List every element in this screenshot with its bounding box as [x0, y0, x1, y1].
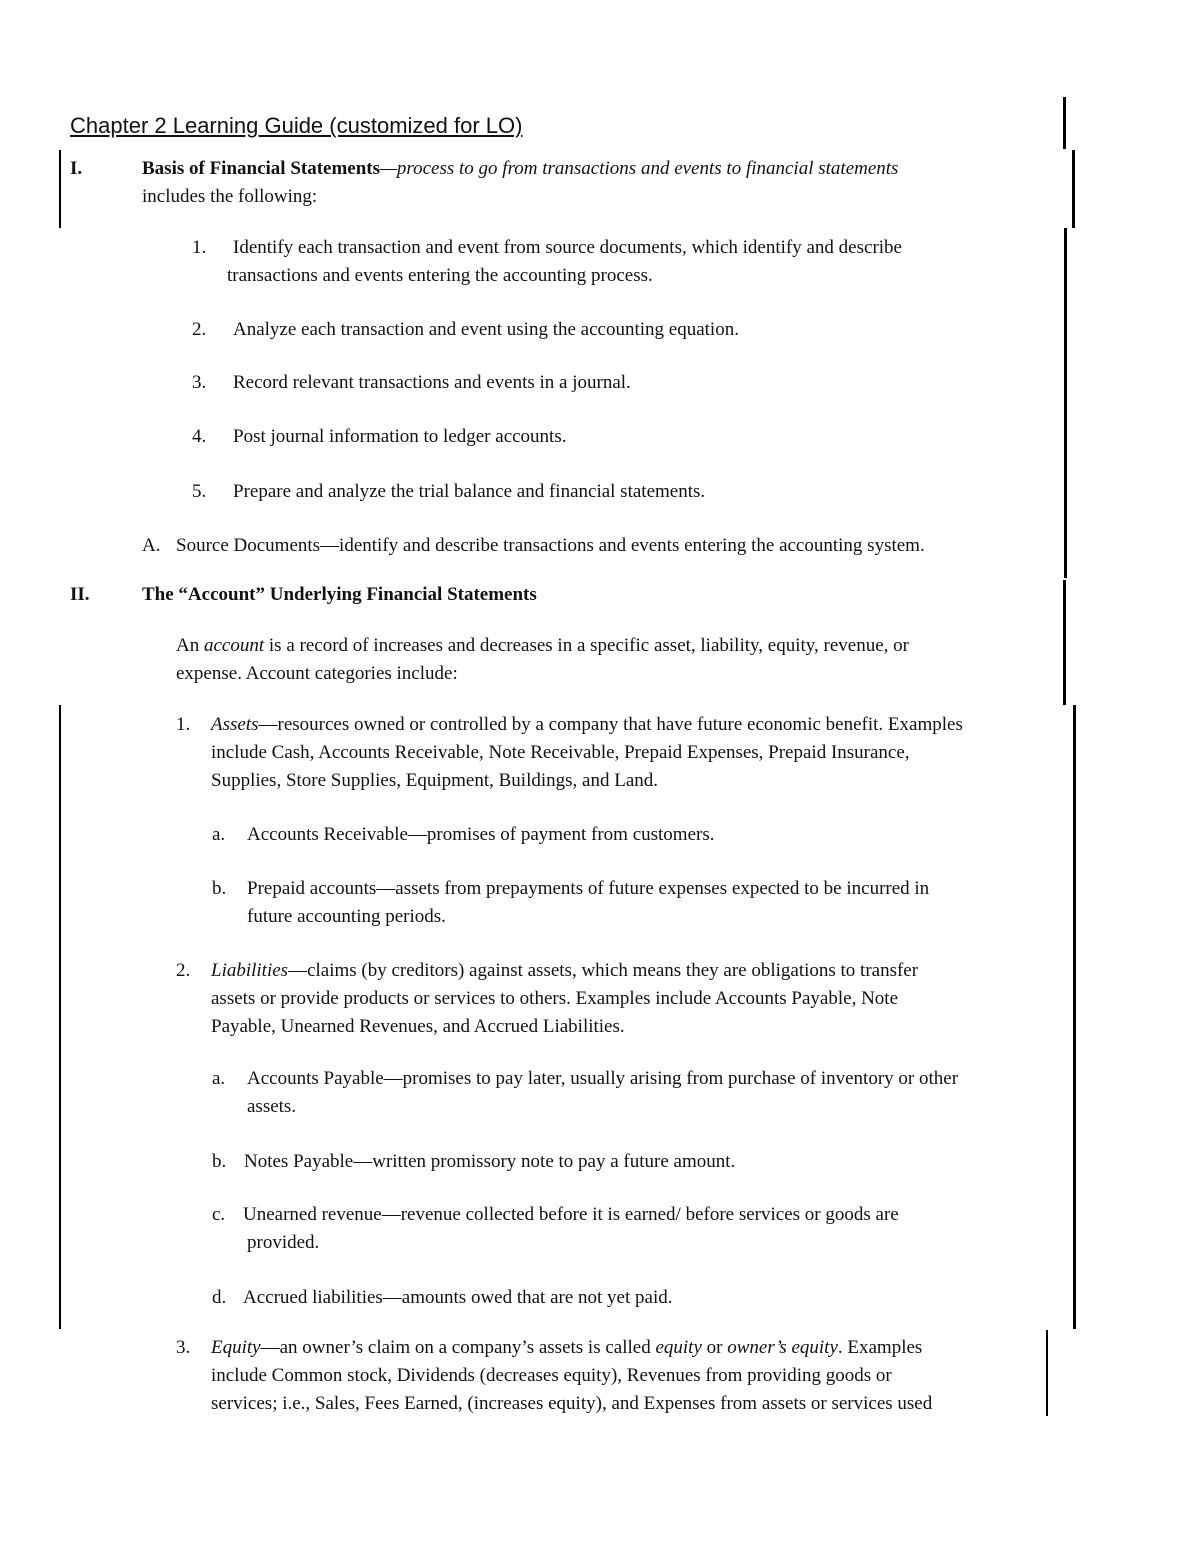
sub-list-item-continuation: future accounting periods. [247, 906, 446, 927]
list-item: Assets—resources owned or controlled by a company that have future economic benefit. Examples [211, 714, 963, 735]
section-description: Basis of Financial Statements—process to go from transactions and events to financial statements [142, 158, 899, 179]
sub-list-item: Accounts Receivable—promises of payment from customers. [247, 824, 715, 845]
change-bar [1073, 705, 1076, 1329]
list-item: Prepare and analyze the trial balance and financial statements. [233, 481, 706, 502]
list-item: Analyze each transaction and event using the accounting equation. [233, 319, 739, 340]
subsection-text: Source Documents—identify and describe transactions and events entering the accounting system. [176, 535, 925, 556]
paragraph-line: expense. Account categories include: [176, 663, 458, 684]
change-bar [1046, 1330, 1048, 1416]
list-item: Post journal information to ledger accounts. [233, 426, 567, 447]
sub-list-item-continuation: assets. [247, 1096, 297, 1117]
sub-list-item: Unearned revenue—revenue collected before it is earned/ before services or goods are [243, 1204, 899, 1225]
list-number: 2. [192, 319, 207, 340]
section-number: I. [70, 158, 83, 179]
change-bar [1072, 150, 1075, 228]
change-bar [1064, 228, 1067, 578]
sub-list-letter: b. [212, 1151, 227, 1172]
list-item-continuation: services; i.e., Sales, Fees Earned, (increases equity), and Expenses from assets or services used [211, 1393, 933, 1414]
list-item-continuation: Payable, Unearned Revenues, and Accrued Liabilities. [211, 1016, 625, 1037]
sub-list-item: Notes Payable—written promissory note to pay a future amount. [244, 1151, 736, 1172]
list-item: Identify each transaction and event from source documents, which identify and describe [233, 237, 902, 258]
list-item-continuation: include Cash, Accounts Receivable, Note Receivable, Prepaid Expenses, Prepaid Insurance, [211, 742, 910, 763]
list-number: 4. [192, 426, 207, 447]
list-item: Liabilities—claims (by creditors) against assets, which means they are obligations to transfer [211, 960, 919, 981]
paragraph: An account is a record of increases and decreases in a specific asset, liability, equity, revenue, or [176, 635, 909, 656]
sub-list-item: Accrued liabilities—amounts owed that are not yet paid. [243, 1287, 673, 1308]
list-number: 1. [176, 714, 191, 735]
list-number: 3. [176, 1337, 191, 1358]
change-bar [1063, 97, 1066, 149]
sub-list-letter: c. [212, 1204, 226, 1225]
list-item: Record relevant transactions and events in a journal. [233, 372, 631, 393]
sub-list-item-continuation: provided. [247, 1232, 320, 1253]
sub-list-letter: a. [212, 824, 226, 845]
list-item-continuation: include Common stock, Dividends (decreases equity), Revenues from providing goods or [211, 1365, 892, 1386]
list-number: 3. [192, 372, 207, 393]
list-number: 2. [176, 960, 191, 981]
list-item-continuation: assets or provide products or services to others. Examples include Accounts Payable, Note [211, 988, 898, 1009]
change-bar [59, 150, 61, 228]
section-heading: Basis of Financial Statements [142, 158, 381, 179]
list-item-continuation: Supplies, Store Supplies, Equipment, Buildings, and Land. [211, 770, 659, 791]
page-title: Chapter 2 Learning Guide (customized for LO) [70, 113, 523, 138]
section-description-line: includes the following: [142, 186, 318, 207]
sub-list-item: Accounts Payable—promises to pay later, usually arising from purchase of inventory or other [247, 1068, 959, 1089]
list-number: 1. [192, 237, 207, 258]
change-bar [1063, 580, 1066, 705]
change-bar [59, 705, 61, 1329]
sub-list-letter: b. [212, 878, 227, 899]
sub-list-letter: a. [212, 1068, 226, 1089]
sub-list-item: Prepaid accounts—assets from prepayments of future expenses expected to be incurred in [247, 878, 930, 899]
section-heading: The “Account” Underlying Financial Statements [142, 584, 537, 605]
list-number: 5. [192, 481, 207, 502]
sub-list-letter: d. [212, 1287, 227, 1308]
subsection-letter: A. [142, 535, 161, 556]
section-number: II. [70, 584, 90, 605]
list-item-continuation: transactions and events entering the accounting process. [227, 265, 653, 286]
list-item: Equity—an owner’s claim on a company’s assets is called equity or owner’s equity. Examples [211, 1337, 923, 1358]
